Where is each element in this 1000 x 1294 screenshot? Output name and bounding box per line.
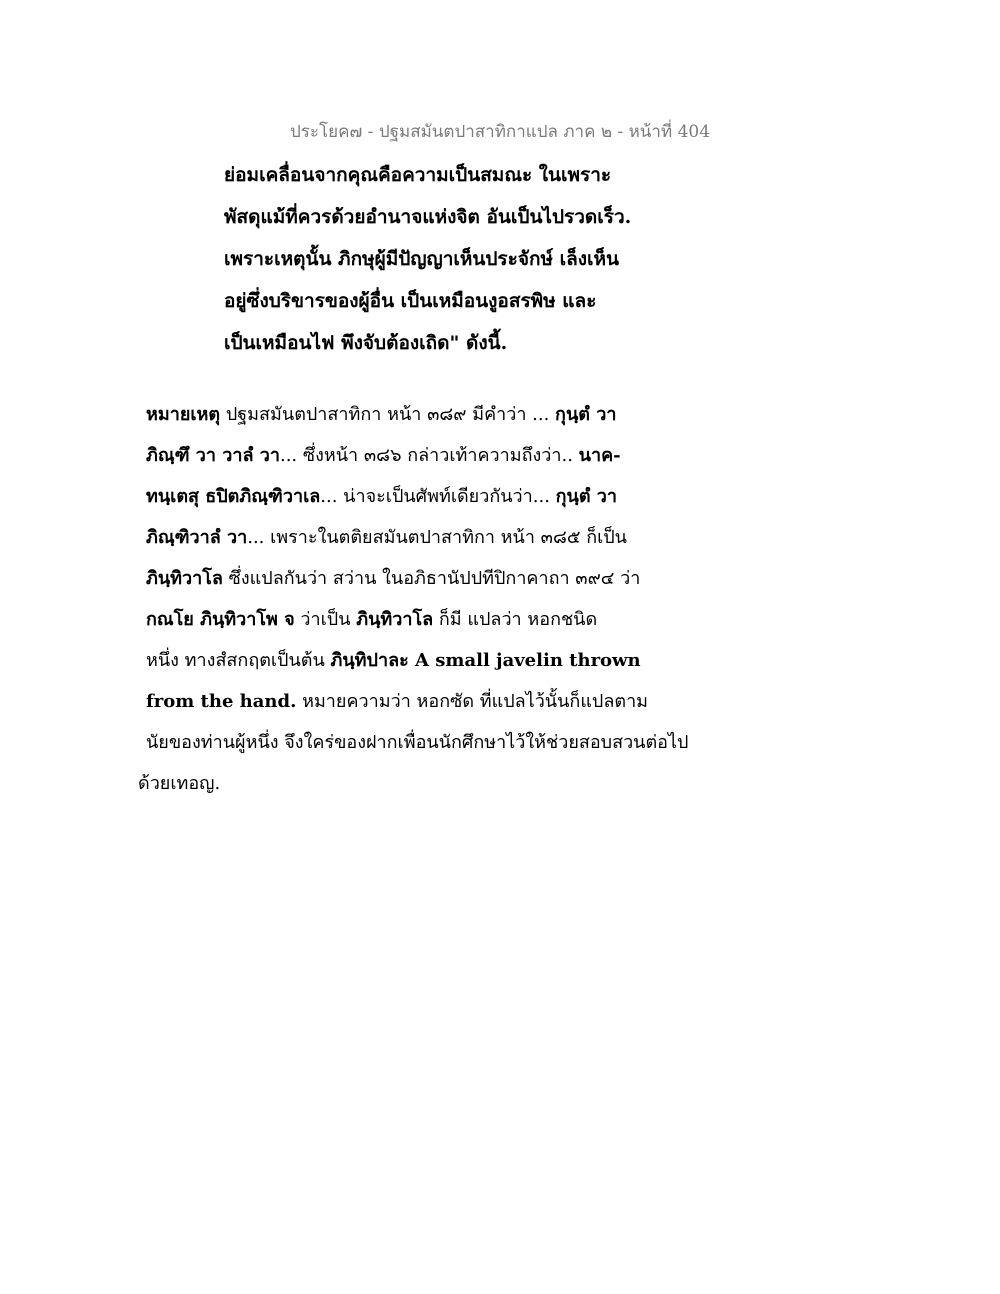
running-title: ประโยค๗ - ปฐมสมันตปาสาทิกาแปล ภาค ๒ - หน้าที่ 404 (289, 122, 711, 142)
footnote-text: ... น่าจะเป็นศัพท์เดียวกันว่า... (320, 486, 556, 507)
verse-line: เพราะเหตุนั้น ภิกษุผู้มีปัญญาเห็นประจักษ์ เล็งเห็น (224, 248, 620, 270)
verse-block (224, 154, 924, 364)
footnote-line (146, 722, 946, 763)
pali-term: ภินฺทิวาโล (146, 568, 223, 589)
footnote-text: หนึ่ง ทางสํสกฤตเป็นต้น (146, 650, 331, 671)
footnote-text: ... ซึ่งหน้า ๓๘๖ กล่าวเท้าความถึงว่า.. (279, 445, 579, 466)
pali-term: กุนฺตํ วา (555, 486, 618, 507)
verse-line: เป็นเหมือนไฟ พึงจับต้องเถิด" ดังนี้. (224, 332, 508, 354)
footnote-text: ... เพราะในตติยสมันตปาสาทิกา หน้า ๓๘๕ ก็เป็น (247, 527, 627, 548)
footnote-text: ก็มี แปลว่า หอกชนิด (433, 609, 598, 630)
footnote-line (146, 476, 946, 517)
footnote-text: ด้วยเทอญ. (138, 773, 221, 794)
footnote-line (146, 681, 946, 722)
pali-term: ภิณฺฑึ วา วาลํ วา (146, 445, 280, 466)
footnote-text: ว่าเป็น (294, 609, 357, 630)
pali-term: ภินฺทิวาโล (356, 609, 434, 630)
pali-term: กุนฺตํ วา (555, 404, 617, 425)
english-gloss: from the hand. (146, 691, 297, 712)
footnote-line (146, 640, 946, 681)
footnote-line (146, 599, 946, 640)
footnote-text: นัยของท่านผู้หนึ่ง จึงใคร่ของฝากเพื่อนนักศึกษาไว้ให้ช่วยสอบสวนต่อไป (146, 732, 689, 753)
footnote-line (146, 558, 946, 599)
pali-term: ทนฺเตสุ ธปิตภิณฺฑิวาเล (146, 486, 321, 507)
verse-line: พัสดุแม้ที่ควรด้วยอำนาจแห่งจิต อันเป็นไปรวดเร็ว. (224, 206, 632, 228)
footnote-line (138, 763, 946, 804)
pali-term: กณโย ภินฺทิวาโพ จ (146, 609, 295, 630)
running-header (0, 118, 1000, 145)
pali-term: ภิณฺฑิวาลํ วา (146, 527, 248, 548)
footnote-label: หมายเหตุ (146, 404, 221, 425)
pali-term: นาค- (578, 445, 621, 466)
sanskrit-term: ภินฺทิปาละ A small javelin thrown (330, 650, 641, 671)
footnote-text: ซึ่งแปลกันว่า สว่าน ในอภิธานัปปทีปิกาคาถา ๓๙๔ ว่า (222, 568, 641, 589)
verse-line: อยู่ซึ่งบริขารของผู้อื่น เป็นเหมือนงูอสรพิษ และ (224, 290, 597, 312)
footnote-line (146, 517, 946, 558)
footnote-line (146, 435, 946, 476)
footnote-block (138, 394, 946, 804)
footnote-text: หมายความว่า หอกซัด ที่แปลไว้นั้นก็แปลตาม (296, 691, 649, 712)
footnote-text: ปฐมสมันตปาสาทิกา หน้า ๓๘๙ มีคำว่า ... (220, 404, 556, 425)
verse-line: ย่อมเคลื่อนจากคุณคือความเป็นสมณะ ในเพราะ (224, 164, 612, 186)
footnote-line (146, 394, 946, 435)
